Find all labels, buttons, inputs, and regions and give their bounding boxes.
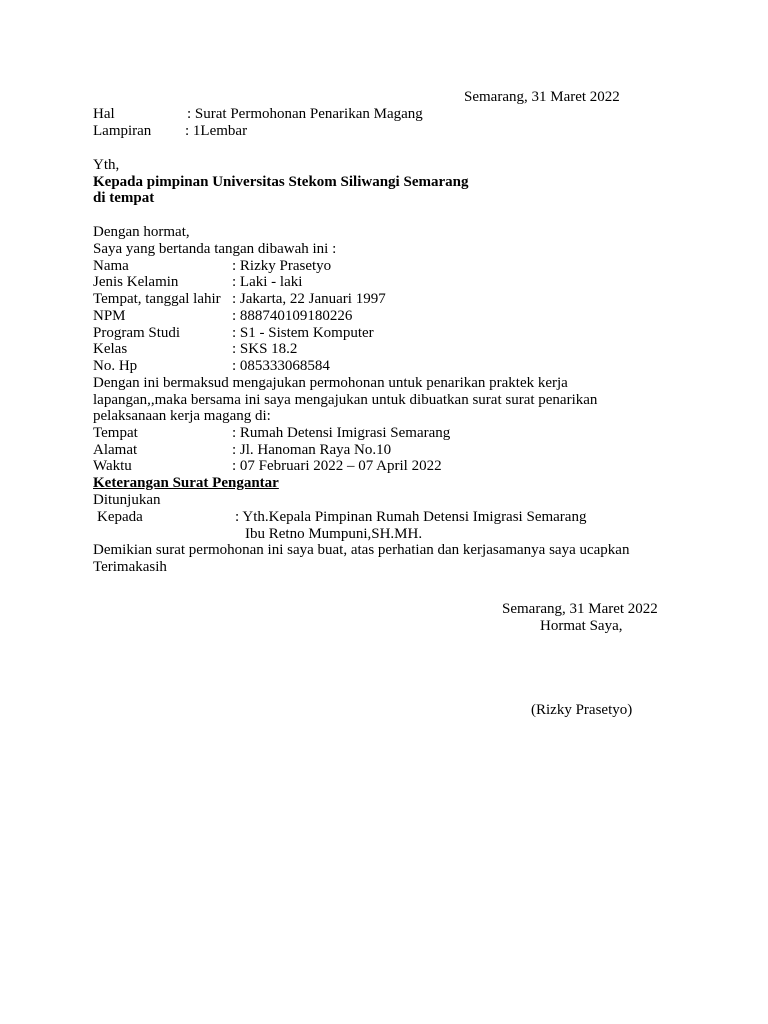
identity-row <box>93 291 386 308</box>
closing-line: Demikian surat permohonan ini saya buat, atas perhatian dan kerjasamanya saya ucapkan <box>93 542 630 558</box>
identity-row <box>93 358 330 375</box>
identity-row <box>93 274 302 291</box>
ditunjukan-text: Ditunjukan <box>93 492 161 508</box>
recipient-yth: Yth, <box>93 157 120 173</box>
placement-value: : Rumah Detensi Imigrasi Semarang <box>232 425 451 441</box>
placement-row <box>93 425 450 442</box>
identity-row <box>93 258 331 275</box>
identity-row <box>93 341 297 358</box>
identity-label: Kelas <box>93 341 128 357</box>
keterangan-heading: Keterangan Surat Pengantar <box>93 475 279 491</box>
paragraph-line: pelaksanaan kerja magang di: <box>93 408 271 424</box>
identity-value: : 888740109180226 <box>232 308 353 324</box>
placement-label: Waktu <box>93 458 132 474</box>
signature-place-date: Semarang, 31 Maret 2022 <box>502 601 658 617</box>
placement-label: Tempat <box>93 425 138 441</box>
identity-value: : S1 - Sistem Komputer <box>232 325 374 341</box>
identity-value: : 085333068584 <box>232 358 330 374</box>
hal-value: : Surat Permohonan Penarikan Magang <box>187 106 423 122</box>
identity-label: Program Studi <box>93 325 181 341</box>
placement-value: : Jl. Hanoman Raya No.10 <box>232 442 392 458</box>
kepada-label: Kepada <box>97 509 143 525</box>
placement-value: : 07 Februari 2022 – 07 April 2022 <box>232 458 442 474</box>
header-place-date: Semarang, 31 Maret 2022 <box>464 89 620 105</box>
identity-value: : Laki - laki <box>232 274 303 290</box>
identity-value: : SKS 18.2 <box>232 341 298 357</box>
identity-row <box>93 308 352 325</box>
signature-salutation: Hormat Saya, <box>540 618 623 634</box>
kepada-name: Ibu Retno Mumpuni,SH.MH. <box>245 526 423 542</box>
paragraph-line: lapangan,,maka bersama ini saya mengajukan untuk dibuatkan surat surat penarikan <box>93 392 598 408</box>
greeting: Dengan hormat, <box>93 224 190 240</box>
intro: Saya yang bertanda tangan dibawah ini : <box>93 241 337 257</box>
recipient-line1: Kepada pimpinan Universitas Stekom Siliwangi Semarang <box>93 174 469 190</box>
identity-value: : Rizky Prasetyo <box>232 258 332 274</box>
signature-name: (Rizky Prasetyo) <box>531 702 633 718</box>
placement-row <box>93 458 442 475</box>
placement-row <box>93 442 391 459</box>
paragraph-line: Dengan ini bermaksud mengajukan permohonan untuk penarikan praktek kerja <box>93 375 568 391</box>
identity-label: Tempat, tanggal lahir <box>93 291 221 307</box>
lampiran-label: Lampiran <box>93 123 152 139</box>
placement-label: Alamat <box>93 442 138 458</box>
identity-label: NPM <box>93 308 126 324</box>
identity-row <box>93 325 374 342</box>
lampiran-value: : 1Lembar <box>185 123 248 139</box>
hal-label: Hal <box>93 106 115 122</box>
closing-line: Terimakasih <box>93 559 167 575</box>
recipient-line2: di tempat <box>93 190 155 206</box>
identity-label: Jenis Kelamin <box>93 274 179 290</box>
identity-label: No. Hp <box>93 358 138 374</box>
identity-value: : Jakarta, 22 Januari 1997 <box>232 291 386 307</box>
kepada-value: : Yth.Kepala Pimpinan Rumah Detensi Imigrasi Semarang <box>235 509 587 525</box>
identity-label: Nama <box>93 258 129 274</box>
